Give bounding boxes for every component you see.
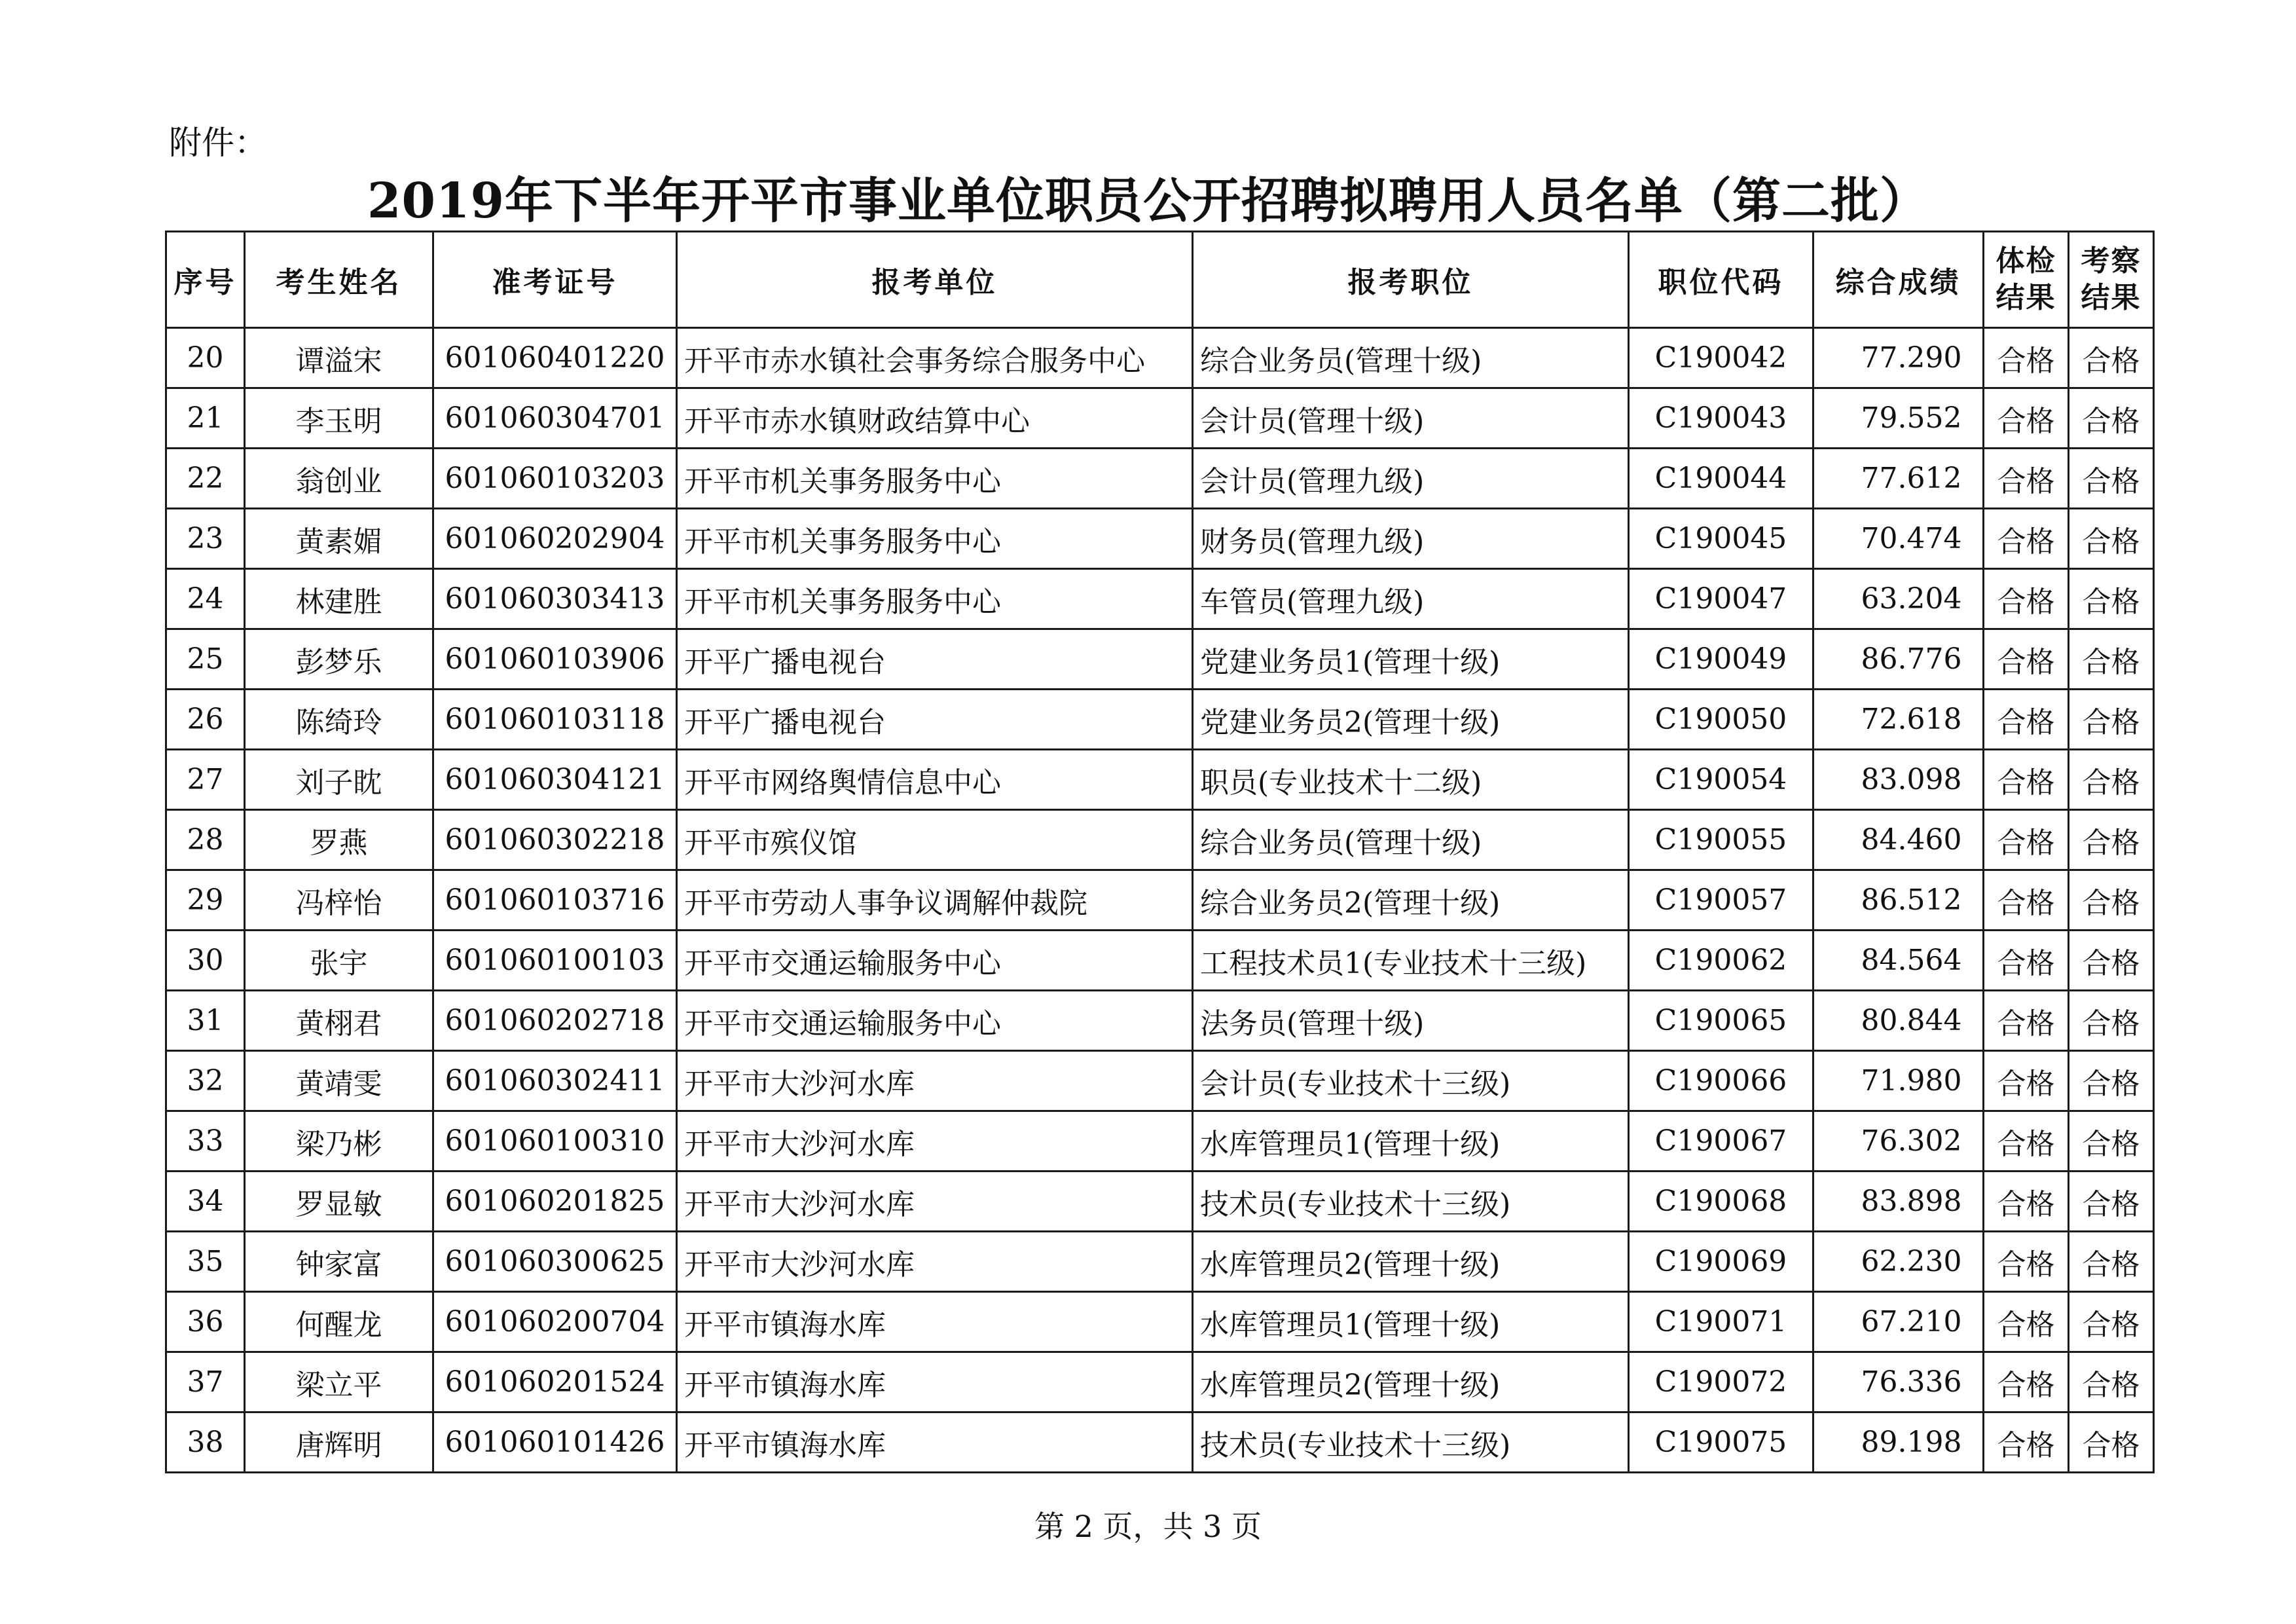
cell-score: 84.564 [1813,931,1984,991]
cell-position: 党建业务员2(管理十级) [1193,690,1629,750]
cell-ticket: 601060201825 [433,1172,677,1232]
cell-medical: 合格 [1984,1111,2069,1172]
cell-code: C190072 [1629,1352,1813,1412]
cell-score: 70.474 [1813,509,1984,569]
cell-name: 梁立平 [245,1352,433,1412]
cell-unit: 开平市大沙河水库 [677,1172,1193,1232]
cell-score: 84.460 [1813,810,1984,870]
cell-medical: 合格 [1984,629,2069,690]
cell-position: 技术员(专业技术十三级) [1193,1172,1629,1232]
cell-score: 77.612 [1813,449,1984,509]
cell-code: C190050 [1629,690,1813,750]
cell-ticket: 601060302411 [433,1051,677,1111]
cell-unit: 开平市机关事务服务中心 [677,569,1193,629]
header-code: 职位代码 [1629,232,1813,328]
cell-medical: 合格 [1984,328,2069,388]
header-score: 综合成绩 [1813,232,1984,328]
cell-position: 水库管理员2(管理十级) [1193,1232,1629,1292]
table-row [166,569,2154,629]
cell-ticket: 601060303413 [433,569,677,629]
header-position: 报考职位 [1193,232,1629,328]
cell-code: C190042 [1629,328,1813,388]
cell-position: 职员(专业技术十二级) [1193,750,1629,810]
header-name: 考生姓名 [245,232,433,328]
cell-name: 刘子眈 [245,750,433,810]
table-row [166,449,2154,509]
cell-medical: 合格 [1984,1051,2069,1111]
cell-review: 合格 [2069,690,2154,750]
cell-position: 会计员(管理九级) [1193,449,1629,509]
cell-review: 合格 [2069,1172,2154,1232]
cell-position: 工程技术员1(专业技术十三级) [1193,931,1629,991]
cell-seq: 35 [166,1232,245,1292]
cell-name: 张宇 [245,931,433,991]
cell-score: 71.980 [1813,1051,1984,1111]
cell-ticket: 601060103716 [433,870,677,931]
cell-name: 黄栩君 [245,991,433,1051]
table-header-row [166,232,2154,328]
cell-seq: 28 [166,810,245,870]
cell-medical: 合格 [1984,1292,2069,1352]
cell-name: 陈绮玲 [245,690,433,750]
cell-name: 冯梓怡 [245,870,433,931]
cell-seq: 38 [166,1412,245,1473]
page-footer: 第 2 页，共 3 页 [1034,1509,1262,1544]
cell-position: 车管员(管理九级) [1193,569,1629,629]
cell-review: 合格 [2069,1051,2154,1111]
cell-ticket: 601060300625 [433,1232,677,1292]
document-title: 2019年下半年开平市事业单位职员公开招聘拟聘用人员名单（第二批） [367,173,1929,229]
cell-unit: 开平市机关事务服务中心 [677,509,1193,569]
cell-name: 林建胜 [245,569,433,629]
cell-score: 62.230 [1813,1232,1984,1292]
cell-seq: 33 [166,1111,245,1172]
cell-ticket: 601060103203 [433,449,677,509]
cell-score: 83.098 [1813,750,1984,810]
cell-seq: 31 [166,991,245,1051]
cell-score: 89.198 [1813,1412,1984,1473]
cell-medical: 合格 [1984,931,2069,991]
cell-ticket: 601060101426 [433,1412,677,1473]
cell-ticket: 601060304121 [433,750,677,810]
cell-review: 合格 [2069,1412,2154,1473]
cell-unit: 开平市劳动人事争议调解仲裁院 [677,870,1193,931]
header-review [2069,232,2154,328]
table-row [166,750,2154,810]
cell-position: 水库管理员1(管理十级) [1193,1111,1629,1172]
cell-seq: 23 [166,509,245,569]
cell-unit: 开平广播电视台 [677,690,1193,750]
header-ticket: 准考证号 [433,232,677,328]
cell-review: 合格 [2069,388,2154,449]
cell-review: 合格 [2069,629,2154,690]
cell-medical: 合格 [1984,870,2069,931]
cell-name: 翁创业 [245,449,433,509]
cell-code: C190068 [1629,1172,1813,1232]
cell-score: 67.210 [1813,1292,1984,1352]
cell-code: C190045 [1629,509,1813,569]
cell-position: 党建业务员1(管理十级) [1193,629,1629,690]
cell-name: 梁乃彬 [245,1111,433,1172]
cell-ticket: 601060304701 [433,388,677,449]
table-row [166,328,2154,388]
cell-code: C190043 [1629,388,1813,449]
cell-code: C190047 [1629,569,1813,629]
cell-medical: 合格 [1984,991,2069,1051]
cell-seq: 26 [166,690,245,750]
cell-seq: 27 [166,750,245,810]
cell-code: C190069 [1629,1232,1813,1292]
header-seq: 序号 [166,232,245,328]
cell-position: 综合业务员(管理十级) [1193,328,1629,388]
cell-ticket: 601060103906 [433,629,677,690]
cell-seq: 37 [166,1352,245,1412]
cell-unit: 开平市大沙河水库 [677,1111,1193,1172]
cell-review: 合格 [2069,569,2154,629]
cell-unit: 开平市镇海水库 [677,1352,1193,1412]
cell-score: 77.290 [1813,328,1984,388]
cell-ticket: 601060100310 [433,1111,677,1172]
cell-name: 唐辉明 [245,1412,433,1473]
cell-score: 86.776 [1813,629,1984,690]
cell-code: C190055 [1629,810,1813,870]
cell-review: 合格 [2069,1292,2154,1352]
cell-score: 83.898 [1813,1172,1984,1232]
table-row [166,810,2154,870]
table-row [166,1051,2154,1111]
cell-review: 合格 [2069,870,2154,931]
cell-score: 79.552 [1813,388,1984,449]
cell-name: 李玉明 [245,388,433,449]
table-row [166,388,2154,449]
cell-review: 合格 [2069,509,2154,569]
cell-unit: 开平市交通运输服务中心 [677,931,1193,991]
table-row [166,509,2154,569]
cell-code: C190062 [1629,931,1813,991]
cell-unit: 开平市赤水镇财政结算中心 [677,388,1193,449]
cell-ticket: 601060401220 [433,328,677,388]
cell-review: 合格 [2069,1352,2154,1412]
cell-seq: 25 [166,629,245,690]
cell-code: C190044 [1629,449,1813,509]
cell-ticket: 601060100103 [433,931,677,991]
table-row [166,870,2154,931]
cell-review: 合格 [2069,991,2154,1051]
cell-name: 谭溢宋 [245,328,433,388]
hiring-list-table [165,231,2155,1473]
cell-position: 综合业务员(管理十级) [1193,810,1629,870]
cell-name: 罗显敏 [245,1172,433,1232]
cell-review: 合格 [2069,810,2154,870]
cell-seq: 24 [166,569,245,629]
cell-code: C190071 [1629,1292,1813,1352]
cell-unit: 开平市大沙河水库 [677,1051,1193,1111]
cell-medical: 合格 [1984,569,2069,629]
attachment-label: 附件： [169,124,267,162]
cell-seq: 22 [166,449,245,509]
cell-unit: 开平市机关事务服务中心 [677,449,1193,509]
table-row [166,1352,2154,1412]
cell-position: 水库管理员2(管理十级) [1193,1352,1629,1412]
table-row [166,1412,2154,1473]
cell-ticket: 601060302218 [433,810,677,870]
cell-name: 罗燕 [245,810,433,870]
cell-name: 钟家富 [245,1232,433,1292]
table-row [166,1292,2154,1352]
cell-medical: 合格 [1984,690,2069,750]
cell-position: 水库管理员1(管理十级) [1193,1292,1629,1352]
cell-code: C190065 [1629,991,1813,1051]
table-row [166,991,2154,1051]
cell-seq: 36 [166,1292,245,1352]
cell-unit: 开平市交通运输服务中心 [677,991,1193,1051]
cell-code: C190054 [1629,750,1813,810]
cell-seq: 32 [166,1051,245,1111]
cell-seq: 34 [166,1172,245,1232]
cell-medical: 合格 [1984,388,2069,449]
cell-score: 76.302 [1813,1111,1984,1172]
cell-name: 彭梦乐 [245,629,433,690]
cell-unit: 开平广播电视台 [677,629,1193,690]
header-review-line1: 考察 [2081,244,2141,278]
cell-score: 86.512 [1813,870,1984,931]
cell-medical: 合格 [1984,1412,2069,1473]
cell-name: 黄素媚 [245,509,433,569]
cell-ticket: 601060201524 [433,1352,677,1412]
cell-score: 72.618 [1813,690,1984,750]
cell-unit: 开平市镇海水库 [677,1412,1193,1473]
cell-code: C190075 [1629,1412,1813,1473]
cell-position: 会计员(专业技术十三级) [1193,1051,1629,1111]
header-medical [1984,232,2069,328]
cell-position: 综合业务员2(管理十级) [1193,870,1629,931]
table-row [166,1111,2154,1172]
cell-medical: 合格 [1984,1172,2069,1232]
cell-score: 76.336 [1813,1352,1984,1412]
cell-ticket: 601060202904 [433,509,677,569]
cell-unit: 开平市大沙河水库 [677,1232,1193,1292]
cell-unit: 开平市殡仪馆 [677,810,1193,870]
cell-code: C190067 [1629,1111,1813,1172]
cell-review: 合格 [2069,1232,2154,1292]
cell-seq: 29 [166,870,245,931]
cell-position: 技术员(专业技术十三级) [1193,1412,1629,1473]
header-medical-line2: 结果 [1995,281,2056,314]
cell-medical: 合格 [1984,1352,2069,1412]
cell-ticket: 601060202718 [433,991,677,1051]
cell-position: 财务员(管理九级) [1193,509,1629,569]
cell-review: 合格 [2069,328,2154,388]
cell-name: 何醒龙 [245,1292,433,1352]
header-unit: 报考单位 [677,232,1193,328]
header-review-line2: 结果 [2081,281,2141,314]
cell-seq: 30 [166,931,245,991]
table-row [166,1232,2154,1292]
cell-medical: 合格 [1984,509,2069,569]
cell-review: 合格 [2069,750,2154,810]
cell-unit: 开平市镇海水库 [677,1292,1193,1352]
cell-position: 法务员(管理十级) [1193,991,1629,1051]
cell-seq: 20 [166,328,245,388]
table-row [166,1172,2154,1232]
cell-seq: 21 [166,388,245,449]
cell-ticket: 601060103118 [433,690,677,750]
cell-position: 会计员(管理十级) [1193,388,1629,449]
cell-medical: 合格 [1984,810,2069,870]
cell-code: C190049 [1629,629,1813,690]
table-row [166,931,2154,991]
cell-unit: 开平市赤水镇社会事务综合服务中心 [677,328,1193,388]
cell-score: 63.204 [1813,569,1984,629]
table-row [166,690,2154,750]
table-row [166,629,2154,690]
cell-ticket: 601060200704 [433,1292,677,1352]
cell-review: 合格 [2069,931,2154,991]
cell-review: 合格 [2069,1111,2154,1172]
header-medical-line1: 体检 [1995,244,2056,278]
cell-code: C190057 [1629,870,1813,931]
cell-name: 黄靖雯 [245,1051,433,1111]
cell-code: C190066 [1629,1051,1813,1111]
cell-medical: 合格 [1984,449,2069,509]
cell-score: 80.844 [1813,991,1984,1051]
cell-medical: 合格 [1984,1232,2069,1292]
cell-unit: 开平市网络舆情信息中心 [677,750,1193,810]
cell-review: 合格 [2069,449,2154,509]
cell-medical: 合格 [1984,750,2069,810]
